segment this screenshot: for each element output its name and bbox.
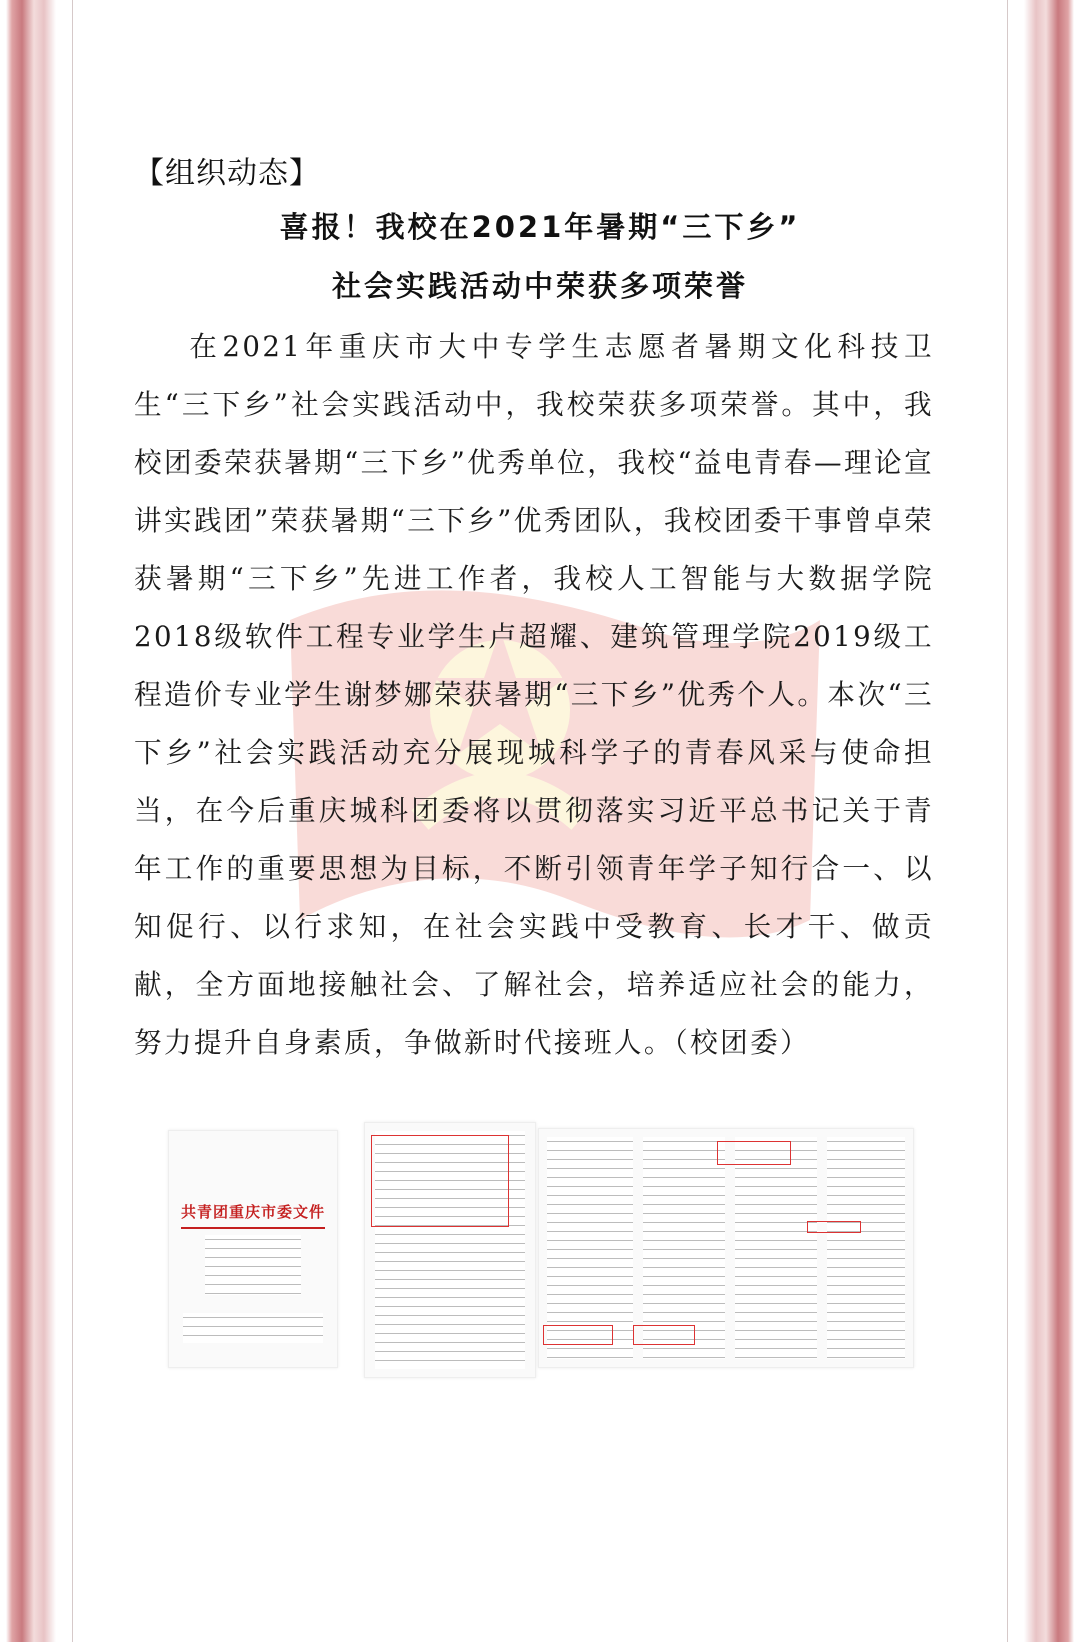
headline-line-2: 社会实践活动中荣获多项荣誉 — [331, 269, 748, 303]
document-body-lines — [183, 1313, 323, 1343]
document-red-rule — [181, 1227, 325, 1229]
league-document-title: 共青团重庆市委文件 — [180, 1203, 325, 1221]
document-body-lines — [205, 1235, 301, 1295]
section-label: 【组织动态】 — [134, 156, 320, 191]
right-decorative-border — [1020, 0, 1080, 1642]
highlight-box — [633, 1325, 695, 1345]
list-lines — [735, 1137, 817, 1359]
award-list-image — [364, 1122, 536, 1378]
highlight-box — [717, 1141, 791, 1165]
right-inner-rule — [1007, 0, 1008, 1642]
award-list-pages-image — [538, 1128, 914, 1368]
highlight-box — [543, 1325, 613, 1345]
highlight-box — [371, 1135, 509, 1227]
headline-line-1: 喜报！我校在2021年暑期“三下乡” — [279, 210, 801, 244]
document-images — [168, 1122, 912, 1378]
list-lines — [827, 1137, 905, 1359]
article-paragraph: 在2021年重庆市大中专学生志愿者暑期文化科技卫生“三下乡”社会实践活动中，我校荣获多项荣誉。其中，我校团委荣获暑期“三下乡”优秀单位，我校“益电青春—理论宣讲实践团”荣获暑期“三下乡”优秀团队，我校团委干事曾卓荣获暑期“三下乡”先进工作者，我校人工智能与大数据学院2018级软件工程专业学生卢超耀、建筑管理学院2019级工程造价专业学生谢梦娜荣获暑期“三下乡”优秀个人。本次“三下乡”社会实践活动充分展现城科学子的青春风采与使命担当，在今后重庆城科团委将以贯彻落实习近平总书记关于青年工作的重要思想为目标，不断引领青年学子知行合一、以知促行、以行求知，在社会实践中受教育、长才干、做贡献，全方面地接触社会、了解社会，培养适应社会的能力，努力提升自身素质，争做新时代接班人。（校团委） — [134, 330, 934, 1059]
highlight-box — [807, 1221, 861, 1233]
left-decorative-border — [0, 0, 60, 1642]
league-document-image — [168, 1130, 338, 1368]
left-inner-rule — [72, 0, 73, 1642]
